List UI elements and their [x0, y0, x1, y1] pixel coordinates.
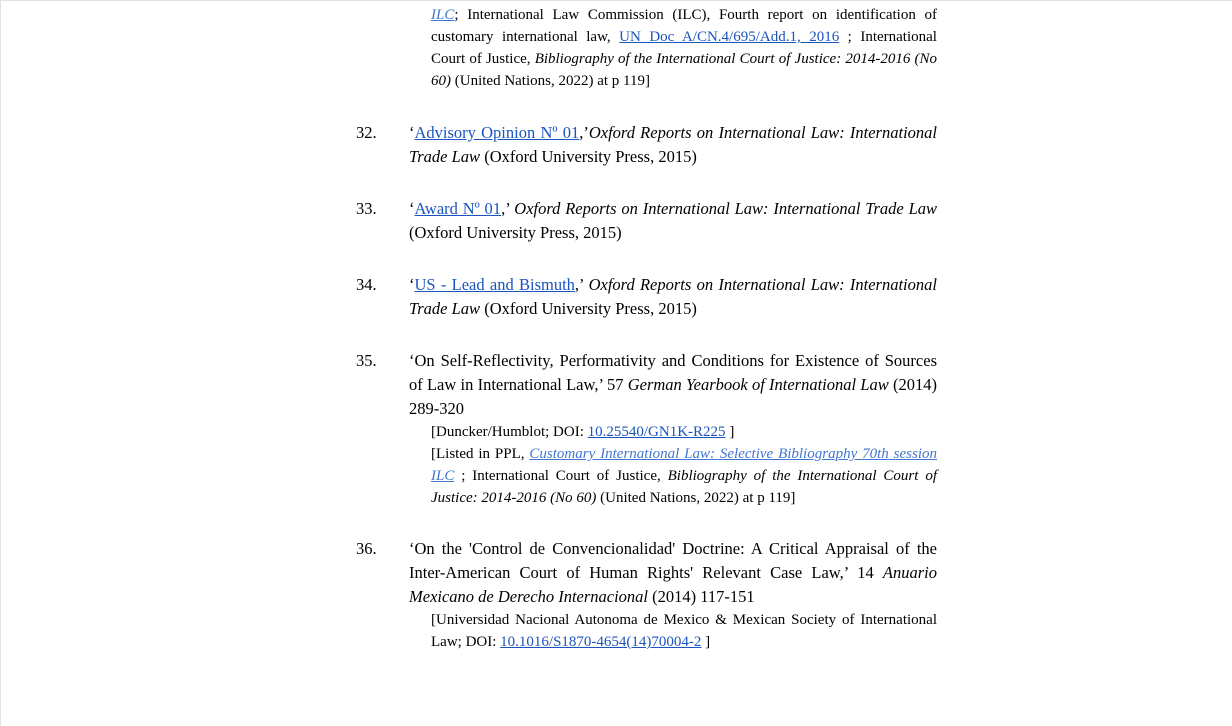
text-run: ,’	[579, 123, 589, 142]
entry-text-column	[409, 349, 937, 509]
entry-citation	[409, 121, 937, 169]
italic-text: Oxford Reports on International Law: International Trade Law	[409, 275, 937, 318]
citation-link[interactable]: UN Doc A/CN.4/695/Add.1, 2016	[619, 29, 840, 45]
text-run: (United Nations, 2022) at p 119]	[451, 73, 650, 89]
text-run: [Universidad Nacional Autonoma de Mexico & Mexican Society of International Law; DOI:	[431, 612, 937, 650]
citation-link[interactable]: US - Lead and Bismuth	[414, 275, 575, 294]
italic-text: Bibliography of the International Court of Justice: 2014-2016 (No 60)	[431, 51, 937, 89]
annotation-continuation	[431, 4, 937, 92]
bibliography-entry	[356, 273, 937, 321]
text-run: (Oxford University Press, 2015)	[480, 147, 697, 166]
entry-number: 36.	[356, 539, 377, 558]
text-run: ; International Court of Justice,	[431, 29, 937, 67]
italic-text: Bibliography of the International Court of Justice: 2014-2016 (No 60)	[431, 468, 937, 506]
text-run: ‘	[409, 275, 415, 294]
italic-text: Oxford Reports on International Law: International Trade Law	[514, 199, 937, 218]
bibliography-entry	[356, 121, 937, 169]
italic-text: Oxford Reports on International Law: International Trade Law	[409, 123, 937, 166]
citation-link[interactable]: 10.1016/S1870-4654(14)70004-2	[500, 634, 702, 650]
text-run: ; International Court of Justice,	[454, 468, 668, 484]
entry-citation	[409, 537, 937, 609]
text-run: ,’	[574, 275, 589, 294]
entry-number: 33.	[356, 199, 377, 218]
entry-number: 35.	[356, 351, 377, 370]
entry-number: 34.	[356, 275, 377, 294]
bibliography-entry	[356, 349, 937, 509]
text-run: ; International Law Commission (ILC), Fourth report on identification of customary international law,	[431, 7, 937, 45]
citation-link[interactable]: Customary International Law: Selective Bibliography 70th session ILC	[431, 446, 937, 484]
entry-annotation	[431, 443, 937, 509]
text-run: ]	[701, 634, 711, 650]
entry-text-column	[409, 197, 937, 245]
text-run: ‘	[409, 123, 415, 142]
citation-link[interactable]: ILC	[431, 7, 455, 23]
entry-text-column	[409, 121, 937, 169]
italic-text: German Yearbook of International Law	[627, 375, 889, 394]
entry-citation	[409, 273, 937, 321]
text-run: (Oxford University Press, 2015)	[409, 223, 622, 242]
text-run: (2014) 117-151	[648, 587, 755, 606]
entry-annotation	[431, 421, 937, 443]
bibliography-entry	[356, 197, 937, 245]
text-run: (United Nations, 2022) at p 119]	[596, 490, 796, 506]
text-run: [Duncker/Humblot; DOI:	[431, 424, 588, 440]
text-run: ]	[725, 424, 735, 440]
italic-text: Anuario Mexicano de Derecho Internacional	[409, 563, 937, 606]
text-run: (2014) 289-320	[409, 375, 937, 418]
entry-text-column	[409, 273, 937, 321]
text-run: (Oxford University Press, 2015)	[480, 299, 697, 318]
citation-link[interactable]: Advisory Opinion Nº 01	[414, 123, 580, 142]
entry-citation	[409, 197, 937, 245]
entry-number: 32.	[356, 123, 377, 142]
entry-text-column	[409, 537, 937, 653]
citation-link[interactable]: Award Nº 01	[414, 199, 502, 218]
text-run: ,’	[501, 199, 515, 218]
text-run: ‘	[409, 199, 415, 218]
entry-annotation	[431, 609, 937, 653]
entry-citation	[409, 349, 937, 421]
bibliography-content	[356, 4, 937, 681]
bibliography-list	[356, 121, 937, 653]
text-run: ‘On Self-Reflectivity, Performativity and Conditions for Existence of Sources of Law in International Law,’ 57	[409, 351, 937, 394]
text-run: [Listed in PPL,	[431, 446, 530, 462]
bibliography-entry	[356, 537, 937, 653]
text-run: ‘On the 'Control de Convencionalidad' Doctrine: A Critical Appraisal of the Inter-American Court of Human Rights' Relevant Case Law,’ 14	[409, 539, 937, 582]
citation-link[interactable]: 10.25540/GN1K-R225	[587, 424, 726, 440]
